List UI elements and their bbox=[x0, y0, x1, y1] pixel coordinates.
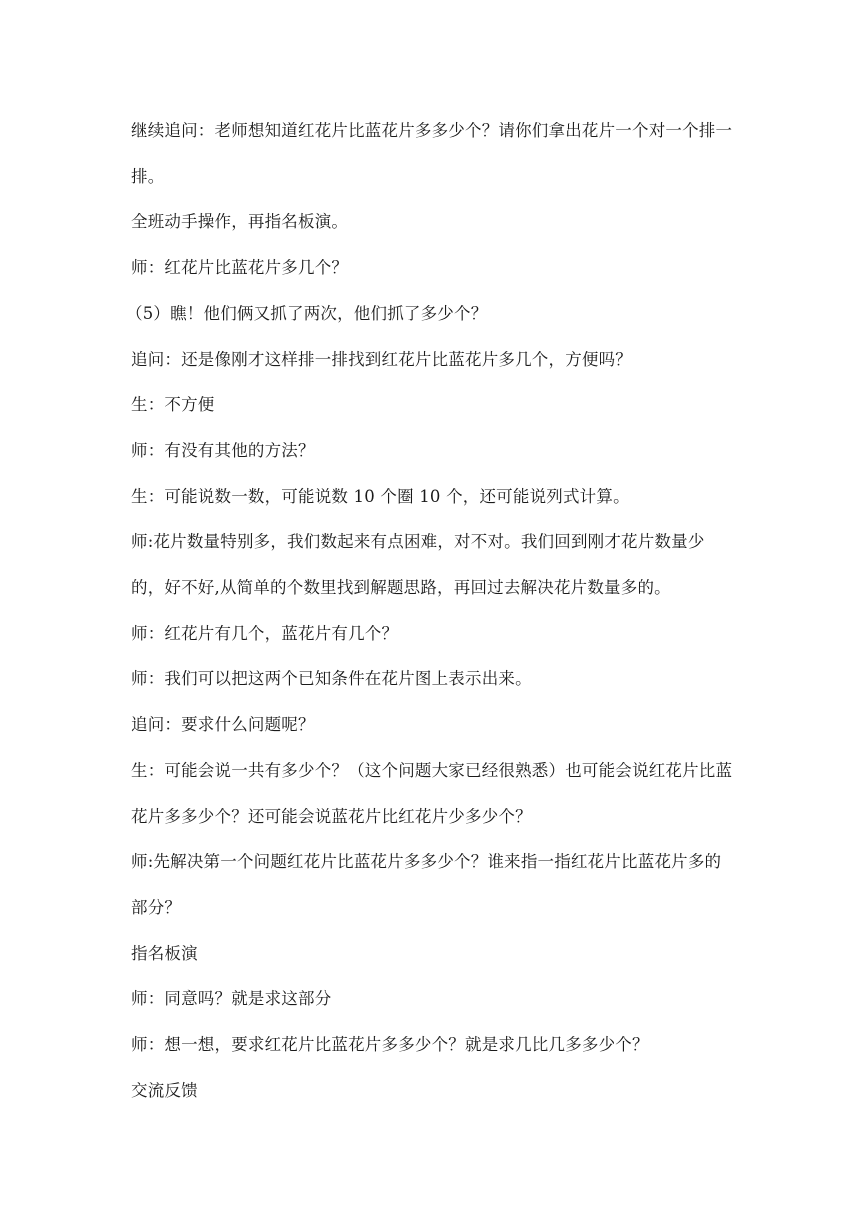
paragraph: 继续追问：老师想知道红花片比蓝花片多多少个？请你们拿出花片一个对一个排一排。 bbox=[131, 121, 733, 186]
paragraph: 生：不方便 bbox=[131, 395, 215, 415]
paragraph: 师：有没有其他的方法？ bbox=[131, 440, 315, 460]
paragraph: 师：红花片有几个，蓝花片有几个？ bbox=[131, 623, 399, 643]
paragraph: 师：我们可以把这两个已知条件在花片图上表示出来。 bbox=[131, 669, 532, 689]
paragraph: 交流反馈 bbox=[131, 1080, 198, 1100]
paragraph: 生：可能会说一共有多少个？（这个问题大家已经很熟悉）也可能会说红花片比蓝花片多多少个？还可能会说蓝花片比红花片少多少个？ bbox=[131, 760, 733, 826]
paragraph: 师:花片数量特别多，我们数起来有点困难，对不对。我们回到刚才花片数量少的，好不好,从简单的个数里找到解题思路，再回过去解决花片数量多的。 bbox=[131, 532, 705, 598]
paragraph: 追问：还是像刚才这样排一排找到红花片比蓝花片多几个，方便吗？ bbox=[131, 349, 632, 369]
paragraph: （5）瞧！他们俩又抓了两次，他们抓了多少个？ bbox=[126, 303, 488, 323]
document-body bbox=[126, 108, 737, 1113]
paragraph: 师：想一想，要求红花片比蓝花片多多少个？就是求几比几多多少个？ bbox=[131, 1035, 649, 1055]
paragraph: 追问：要求什么问题呢？ bbox=[131, 715, 315, 735]
paragraph: 师：红花片比蓝花片多几个？ bbox=[131, 258, 349, 278]
paragraph: 全班动手操作，再指名板演。 bbox=[131, 212, 349, 232]
paragraph: 师：同意吗？就是求这部分 bbox=[131, 989, 332, 1009]
paragraph: 师:先解决第一个问题红花片比蓝花片多多少个？谁来指一指红花片比蓝花片多的部分？ bbox=[131, 852, 722, 917]
paragraph: 生：可能说数一数，可能说数 10 个圈 10 个，还可能说列式计算。 bbox=[131, 486, 630, 506]
paragraph: 指名板演 bbox=[131, 943, 198, 963]
